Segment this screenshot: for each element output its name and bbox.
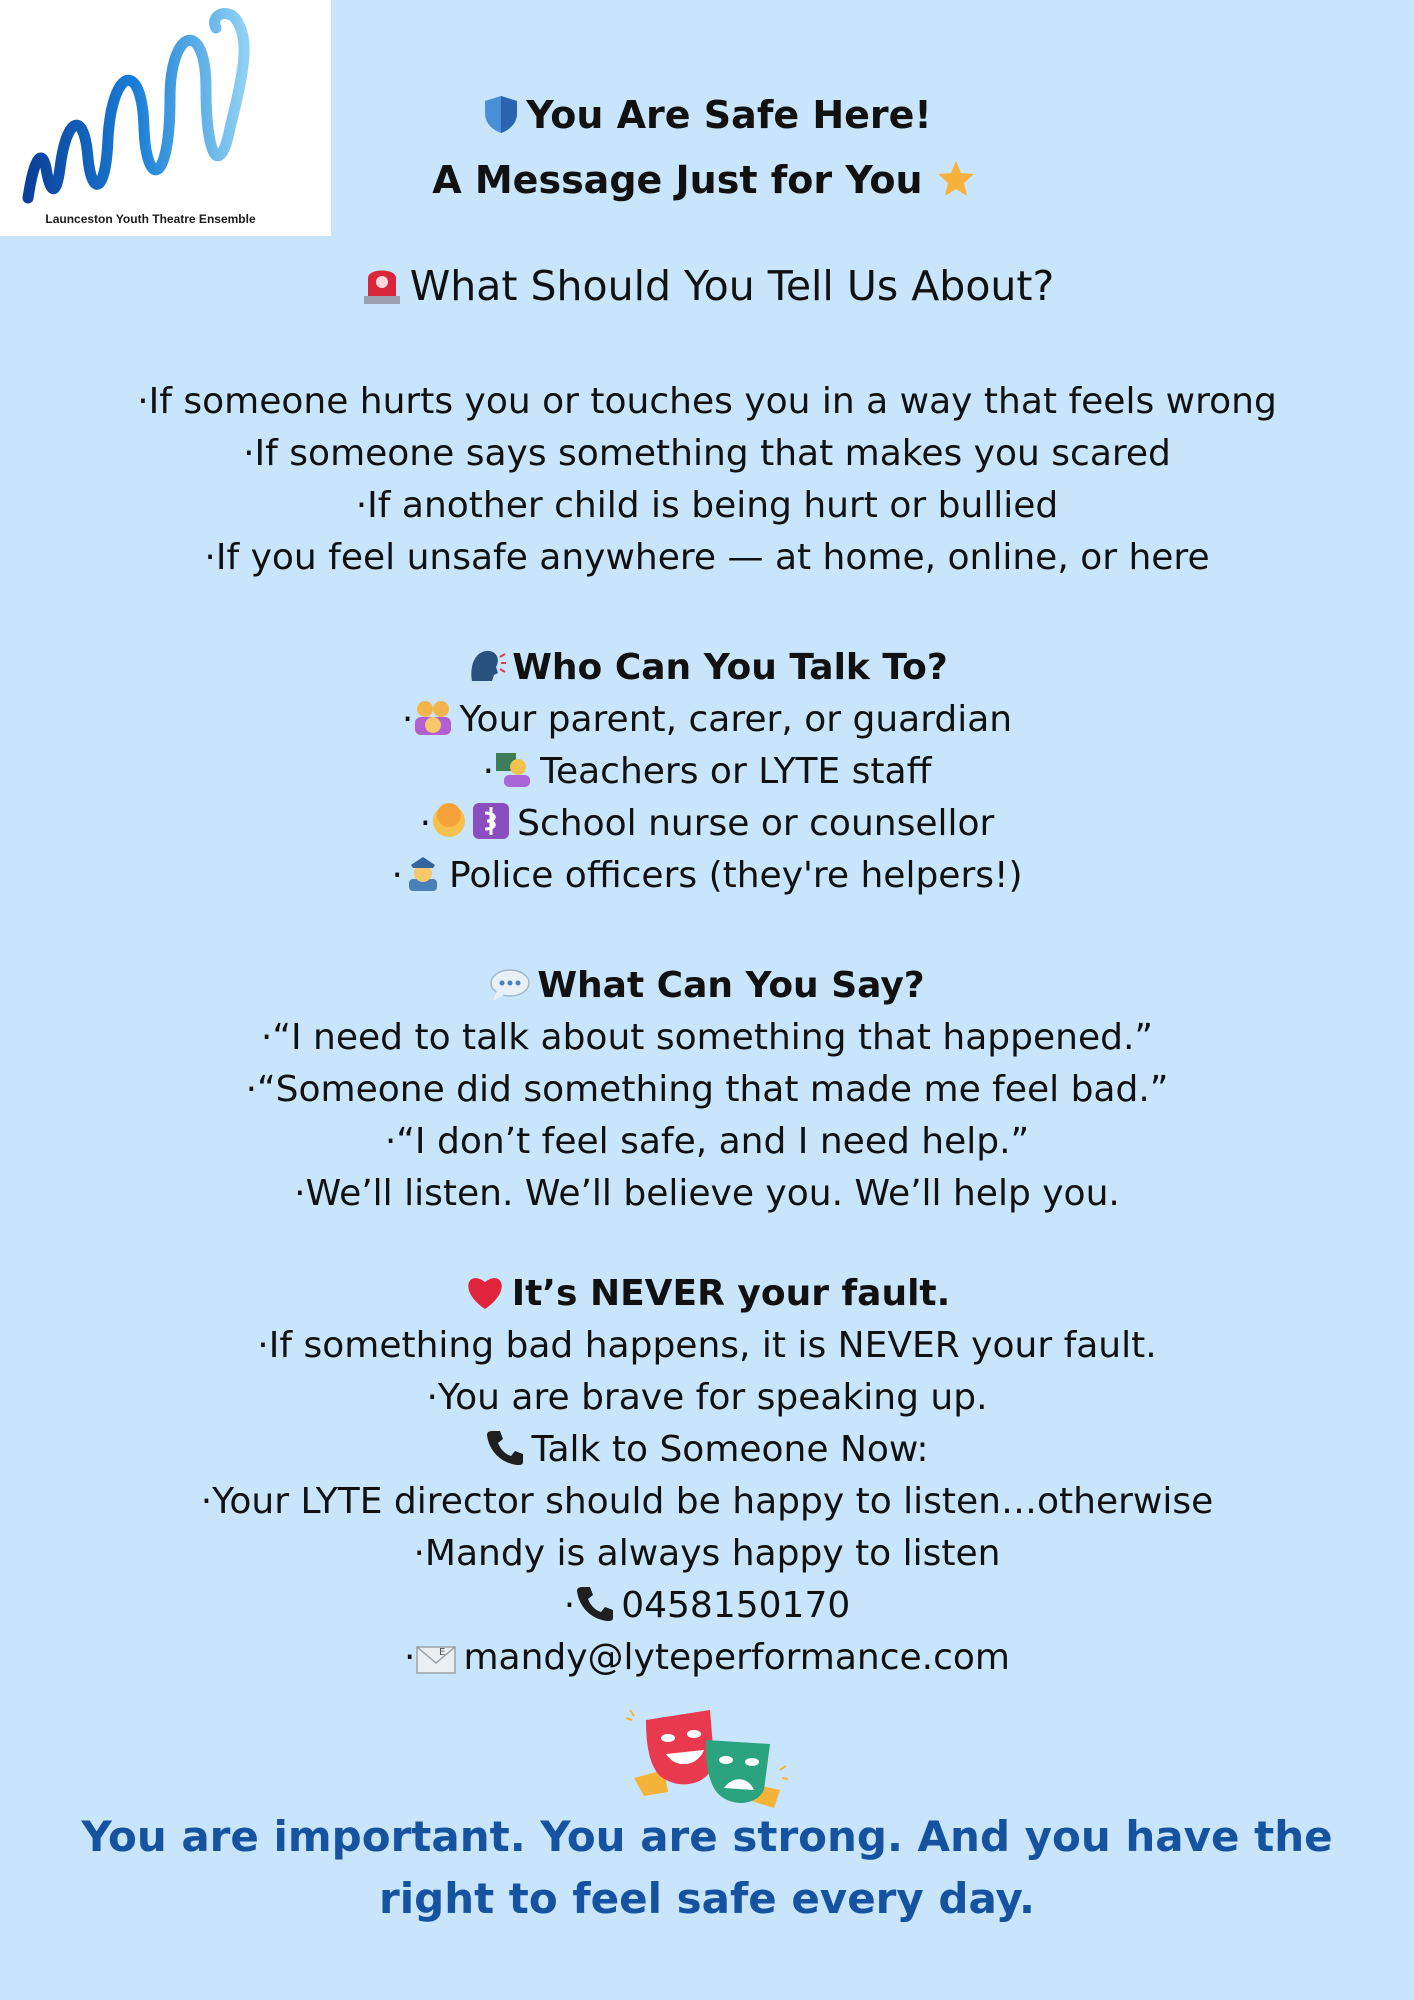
logo bbox=[0, 0, 331, 236]
list-item: ·We’ll listen. We’ll believe you. We’ll help you. bbox=[294, 1173, 1120, 1214]
page-title bbox=[331, 86, 1083, 216]
nurse-icon bbox=[431, 801, 511, 856]
logo-caption: Launceston Youth Theatre Ensemble bbox=[45, 212, 256, 226]
police-icon bbox=[403, 853, 443, 908]
star-icon bbox=[936, 157, 976, 216]
tell-heading bbox=[0, 260, 1414, 318]
list-item: ·If someone says something that makes you scared bbox=[243, 433, 1171, 474]
shield-icon bbox=[482, 92, 520, 151]
say-heading bbox=[0, 960, 1414, 1018]
fault-heading bbox=[0, 1268, 1414, 1326]
talk-heading bbox=[0, 642, 1414, 700]
list-item: ·“I don’t feel safe, and I need help.” bbox=[384, 1121, 1030, 1162]
siren-icon bbox=[360, 262, 404, 318]
list-item bbox=[0, 850, 1414, 908]
say-heading-text: What Can You Say? bbox=[537, 965, 925, 1006]
bullet: · bbox=[419, 803, 432, 844]
list-item bbox=[0, 694, 1414, 752]
list-item: ·Your LYTE director should be happy to listen…otherwise bbox=[200, 1481, 1214, 1522]
bullet: · bbox=[482, 751, 495, 792]
envelope-icon bbox=[415, 1638, 457, 1690]
list-item bbox=[0, 746, 1414, 804]
theatre-masks-icon bbox=[624, 1700, 790, 1814]
family-icon bbox=[413, 697, 453, 752]
list-item-text: Police officers (they're helpers!) bbox=[448, 855, 1023, 896]
list-item: ·If someone hurts you or touches you in a way that feels wrong bbox=[137, 381, 1277, 422]
list-item: ·“I need to talk about something that happened.” bbox=[260, 1017, 1154, 1058]
bullet: · bbox=[391, 855, 403, 896]
title-line-1: You Are Safe Here! bbox=[526, 93, 932, 137]
bullet: · bbox=[401, 699, 414, 740]
speaking-head-icon bbox=[466, 645, 506, 700]
list-item-text: Teachers or LYTE staff bbox=[540, 751, 932, 792]
ribbon-logo-icon bbox=[20, 8, 300, 208]
list-item-text: Your parent, carer, or guardian bbox=[459, 699, 1013, 740]
list-item: ·“Someone did something that made me feel bad.” bbox=[245, 1069, 1169, 1110]
phone-line: · 0458150170 bbox=[0, 1580, 1414, 1638]
email-line: · E mandy@lyteperformance.com bbox=[0, 1632, 1414, 1690]
list-item: ·If another child is being hurt or bullied bbox=[355, 485, 1059, 526]
phone-icon bbox=[575, 1583, 615, 1638]
closing-message: You are important. You are strong. And you have the right to feel safe every day. bbox=[81, 1812, 1333, 1923]
list-item: ·Mandy is always happy to listen bbox=[413, 1533, 1001, 1574]
phone-number[interactable]: 0458150170 bbox=[621, 1585, 851, 1626]
list-item: ·If you feel unsafe anywhere — at home, online, or here bbox=[204, 537, 1210, 578]
title-line-2: A Message Just for You bbox=[432, 158, 923, 202]
list-item: ·You are brave for speaking up. bbox=[426, 1377, 988, 1418]
contact-heading bbox=[0, 1424, 1414, 1482]
svg-text:E: E bbox=[439, 1647, 446, 1658]
speech-bubble-icon bbox=[489, 966, 531, 1018]
talk-heading-text: Who Can You Talk To? bbox=[512, 647, 948, 688]
list-item bbox=[0, 798, 1414, 856]
fault-heading-text: It’s NEVER your fault. bbox=[511, 1273, 951, 1314]
email-address[interactable]: mandy@lyteperformance.com bbox=[463, 1637, 1010, 1678]
phone-icon bbox=[485, 1427, 525, 1482]
list-item: ·If something bad happens, it is NEVER your fault. bbox=[257, 1325, 1157, 1366]
list-item-text: School nurse or counsellor bbox=[517, 803, 995, 844]
teacher-icon bbox=[494, 749, 534, 804]
contact-heading-text: Talk to Someone Now: bbox=[531, 1429, 929, 1470]
tell-heading-text: What Should You Tell Us About? bbox=[409, 262, 1055, 310]
heart-icon bbox=[464, 1273, 506, 1326]
